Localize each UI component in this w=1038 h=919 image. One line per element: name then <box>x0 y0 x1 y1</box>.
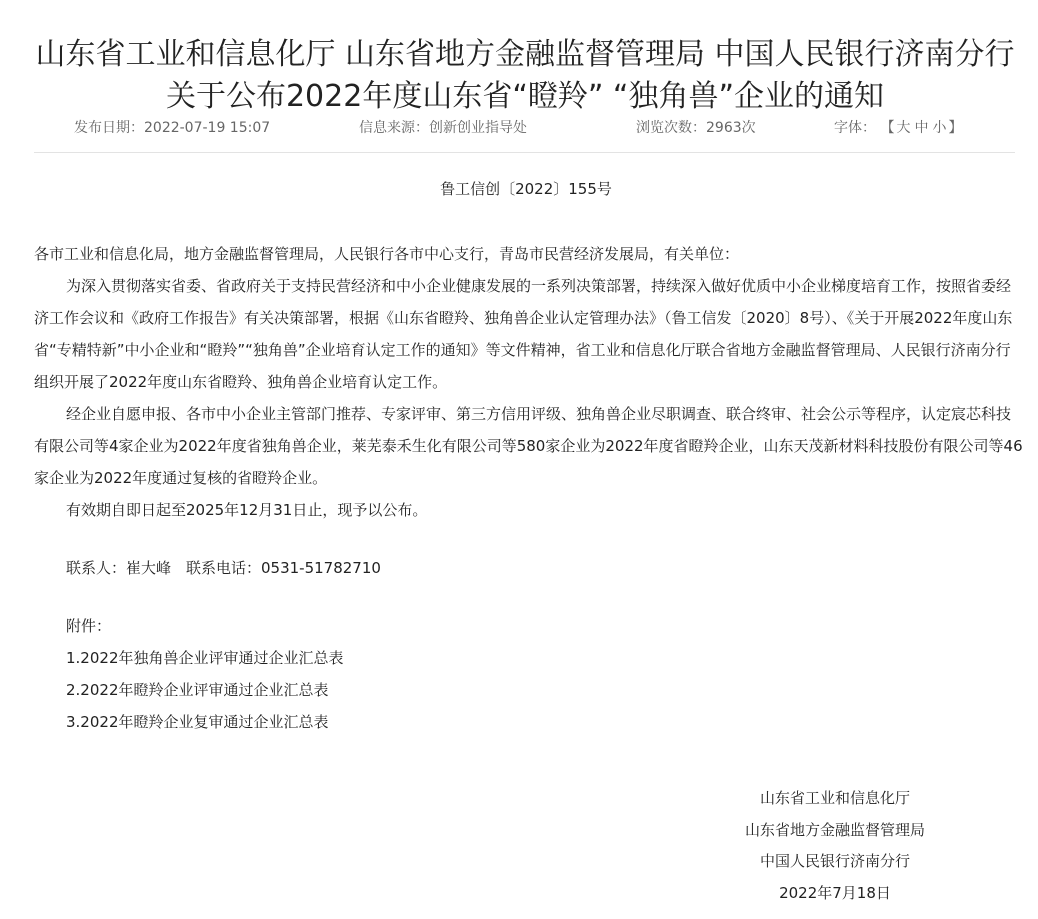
signature-date: 2022年7月18日 <box>779 883 891 902</box>
title-line-1: 山东省工业和信息化厅 山东省地方金融监督管理局 中国人民银行济南分行 <box>35 37 1015 73</box>
spacer <box>34 526 1024 552</box>
document-body <box>34 238 1024 738</box>
signature-block <box>700 783 970 909</box>
publish-date-value: 2022-07-19 15:07 <box>144 120 271 136</box>
publish-date-label: 发布日期： <box>74 120 144 136</box>
font-size-large-button[interactable]: 大 <box>896 120 911 136</box>
title-line-2: 关于公布2022年度山东省“瞪羚” “独角兽”企业的通知 <box>165 79 885 115</box>
attachments-label: 附件： <box>66 617 112 635</box>
signature-org-2: 山东省地方金融监督管理局 <box>744 820 925 839</box>
attachment-link-2[interactable]: 2.2022年瞪羚企业评审通过企业汇总表 <box>66 681 329 699</box>
salutation: 各市工业和信息化局，地方金融监督管理局，人民银行各市中心支行，青岛市民营经济发展局，有关单位： <box>34 245 740 263</box>
info-source-label: 信息来源： <box>359 120 429 136</box>
attachment-link-3[interactable]: 3.2022年瞪羚企业复审通过企业汇总表 <box>66 713 329 731</box>
view-count-label: 浏览次数： <box>636 120 706 136</box>
contact-info: 联系人：崔大峰 联系电话：0531-51782710 <box>66 559 381 577</box>
page-title <box>0 34 1038 118</box>
signature-org-3: 中国人民银行济南分行 <box>759 852 910 870</box>
paragraph-3: 有效期自即日起至2025年12月31日止，现予以公布。 <box>66 501 428 519</box>
font-bracket-open: 【 <box>880 120 895 136</box>
publish-date <box>74 117 270 137</box>
info-source-value: 创新创业指导处 <box>429 120 527 136</box>
paragraph-2: 经企业自愿申报、各市中小企业主管部门推荐、专家评审、第三方信用评级、独角兽企业尽职调查、联合终审、社会公示等程序，认定宸芯科技有限公司等4家企业为2022年度省独角兽企业，莱芜泰禾生化有限公司等580家企业为2022年度省瞪羚企业，山东天茂新材料科技股份有限公司等46家企业为2022年度通过复核的省瞪羚企业。 <box>34 405 1023 487</box>
meta-bar <box>0 117 1038 139</box>
signature-org-1: 山东省工业和信息化厅 <box>759 789 910 807</box>
font-bracket-close: 】 <box>948 120 963 136</box>
font-size-label: 字体： <box>834 120 876 136</box>
paragraph-1: 为深入贯彻落实省委、省政府关于支持民营经济和中小企业健康发展的一系列决策部署，持续深入做好优质中小企业梯度培育工作，按照省委经济工作会议和《政府工作报告》有关决策部署，根据《山东省瞪羚、独角兽企业认定管理办法》（鲁工信发〔2020〕8号）、《关于开展2022年度山东省“专精特新”中小企业和“瞪羚”“独角兽”企业培育认定工作的通知》等文件精神，省工业和信息化厅联合省地方金融监督管理局、人民银行济南分行组织开展了2022年度山东省瞪羚、独角兽企业培育认定工作。 <box>34 277 1013 391</box>
view-count-value: 2963次 <box>706 120 756 136</box>
attachment-link-1[interactable]: 1.2022年独角兽企业评审通过企业汇总表 <box>66 649 344 667</box>
spacer <box>34 584 1024 610</box>
view-count <box>636 117 756 137</box>
font-size-small-button[interactable]: 小 <box>932 120 947 136</box>
info-source <box>359 117 527 137</box>
document-number: 鲁工信创〔2022〕155号 <box>440 180 612 198</box>
font-size-control <box>834 117 962 137</box>
header-divider <box>34 152 1015 153</box>
font-size-medium-button[interactable]: 中 <box>914 120 929 136</box>
